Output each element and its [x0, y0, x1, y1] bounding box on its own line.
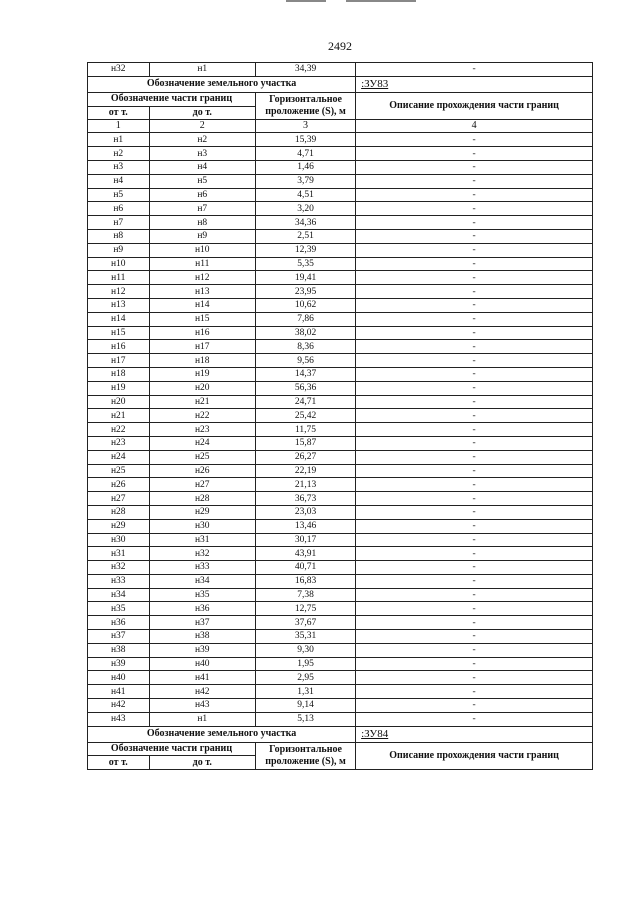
length-cell: 34,39 — [255, 63, 355, 77]
table-row — [88, 712, 593, 726]
from-header: от т. — [88, 106, 150, 120]
length-cell: 36,73 — [255, 492, 355, 506]
to-point-cell: н30 — [149, 519, 255, 533]
column-header-row — [88, 92, 593, 106]
to-point-cell: н6 — [149, 188, 255, 202]
from-point-cell: н26 — [88, 478, 150, 492]
plot-header-row — [88, 76, 593, 92]
table-row — [88, 492, 593, 506]
length-cell: 34,36 — [255, 216, 355, 230]
description-cell: - — [356, 685, 593, 699]
description-cell: - — [356, 712, 593, 726]
description-cell: - — [356, 216, 593, 230]
table-row — [88, 519, 593, 533]
from-point-cell: н7 — [88, 216, 150, 230]
length-cell: 21,13 — [255, 478, 355, 492]
table-row — [88, 685, 593, 699]
scan-mark-left — [286, 0, 326, 2]
table-row — [88, 188, 593, 202]
table-row — [88, 505, 593, 519]
to-point-cell: н22 — [149, 409, 255, 423]
from-point-cell: н40 — [88, 671, 150, 685]
from-point-cell: н4 — [88, 174, 150, 188]
description-cell: - — [356, 133, 593, 147]
table-row — [88, 354, 593, 368]
column-header-row — [88, 742, 593, 756]
table-row — [88, 298, 593, 312]
description-cell: - — [356, 657, 593, 671]
length-cell: 4,71 — [255, 147, 355, 161]
from-point-cell: н12 — [88, 285, 150, 299]
plot-label: Обозначение земельного участка — [88, 76, 356, 92]
length-cell: 22,19 — [255, 464, 355, 478]
from-point-cell: н20 — [88, 395, 150, 409]
table-row — [88, 395, 593, 409]
from-point-cell: н23 — [88, 436, 150, 450]
from-point-cell: н27 — [88, 492, 150, 506]
length-cell: 11,75 — [255, 423, 355, 437]
table-row — [88, 257, 593, 271]
length-cell: 12,75 — [255, 602, 355, 616]
to-point-cell: н13 — [149, 285, 255, 299]
column-number: 3 — [255, 120, 355, 133]
length-cell: 5,35 — [255, 257, 355, 271]
description-cell: - — [356, 285, 593, 299]
from-point-cell: н3 — [88, 160, 150, 174]
table-row — [88, 671, 593, 685]
column-number: 1 — [88, 120, 150, 133]
length-cell: 5,13 — [255, 712, 355, 726]
from-point-cell: н18 — [88, 367, 150, 381]
from-point-cell: н17 — [88, 354, 150, 368]
from-point-cell: н5 — [88, 188, 150, 202]
description-cell: - — [356, 547, 593, 561]
length-cell: 23,03 — [255, 505, 355, 519]
length-cell: 40,71 — [255, 561, 355, 575]
description-cell: - — [356, 616, 593, 630]
from-point-cell: н16 — [88, 340, 150, 354]
to-point-cell: н2 — [149, 133, 255, 147]
table-row — [88, 616, 593, 630]
length-cell: 15,87 — [255, 436, 355, 450]
to-point-cell: н23 — [149, 423, 255, 437]
length-cell: 3,79 — [255, 174, 355, 188]
description-cell: - — [356, 423, 593, 437]
length-header: Горизонтальное проложение (S), м — [255, 92, 355, 120]
length-cell: 37,67 — [255, 616, 355, 630]
description-cell: - — [356, 367, 593, 381]
table-row — [88, 133, 593, 147]
from-point-cell: н11 — [88, 271, 150, 285]
to-header: до т. — [149, 106, 255, 120]
to-point-cell: н31 — [149, 533, 255, 547]
part-label: Обозначение части границ — [88, 742, 256, 756]
length-cell: 7,38 — [255, 588, 355, 602]
length-cell: 8,36 — [255, 340, 355, 354]
from-point-cell: н33 — [88, 574, 150, 588]
to-point-cell: н25 — [149, 450, 255, 464]
from-point-cell: н37 — [88, 630, 150, 644]
scan-mark-right — [346, 0, 416, 2]
length-cell: 38,02 — [255, 326, 355, 340]
length-cell: 14,37 — [255, 367, 355, 381]
to-point-cell: н7 — [149, 202, 255, 216]
description-cell: - — [356, 436, 593, 450]
description-header: Описание прохождения части границ — [356, 92, 593, 120]
to-point-cell: н1 — [149, 712, 255, 726]
length-cell: 9,30 — [255, 643, 355, 657]
to-point-cell: н8 — [149, 216, 255, 230]
length-cell: 30,17 — [255, 533, 355, 547]
plot-code: :ЗУ84 — [356, 726, 593, 742]
table-row — [88, 630, 593, 644]
to-point-cell: н24 — [149, 436, 255, 450]
to-point-cell: н17 — [149, 340, 255, 354]
from-point-cell: н30 — [88, 533, 150, 547]
length-cell: 15,39 — [255, 133, 355, 147]
table-row — [88, 436, 593, 450]
length-cell: 25,42 — [255, 409, 355, 423]
plot-code: :ЗУ83 — [356, 76, 593, 92]
from-point-cell: н43 — [88, 712, 150, 726]
table-row — [88, 147, 593, 161]
to-point-cell: н21 — [149, 395, 255, 409]
to-point-cell: н26 — [149, 464, 255, 478]
length-cell: 16,83 — [255, 574, 355, 588]
to-point-cell: н10 — [149, 243, 255, 257]
to-point-cell: н12 — [149, 271, 255, 285]
length-cell: 23,95 — [255, 285, 355, 299]
column-number: 2 — [149, 120, 255, 133]
table-row — [88, 602, 593, 616]
description-cell: - — [356, 505, 593, 519]
description-cell: - — [356, 630, 593, 644]
to-point-cell: н33 — [149, 561, 255, 575]
table-row — [88, 574, 593, 588]
from-point-cell: н21 — [88, 409, 150, 423]
length-cell: 19,41 — [255, 271, 355, 285]
description-cell: - — [356, 643, 593, 657]
table-row — [88, 547, 593, 561]
from-point-cell: н24 — [88, 450, 150, 464]
column-number: 4 — [356, 120, 593, 133]
to-point-cell: н37 — [149, 616, 255, 630]
description-cell: - — [356, 574, 593, 588]
from-point-cell: н35 — [88, 602, 150, 616]
table-row — [88, 367, 593, 381]
length-cell: 7,86 — [255, 312, 355, 326]
length-cell: 9,14 — [255, 699, 355, 713]
description-cell: - — [356, 174, 593, 188]
from-point-cell: н29 — [88, 519, 150, 533]
table-row — [88, 229, 593, 243]
length-cell: 4,51 — [255, 188, 355, 202]
to-point-cell: н19 — [149, 367, 255, 381]
table-row — [88, 63, 593, 77]
from-point-cell: н6 — [88, 202, 150, 216]
table-row — [88, 478, 593, 492]
from-header: от т. — [88, 756, 150, 770]
description-cell: - — [356, 354, 593, 368]
length-cell: 56,36 — [255, 381, 355, 395]
from-point-cell: н36 — [88, 616, 150, 630]
to-point-cell: н28 — [149, 492, 255, 506]
from-point-cell: н2 — [88, 147, 150, 161]
plot-header-row — [88, 726, 593, 742]
page-number: 2492 — [328, 39, 352, 53]
from-point-cell: н8 — [88, 229, 150, 243]
from-point-cell: н9 — [88, 243, 150, 257]
description-cell: - — [356, 478, 593, 492]
length-cell: 1,95 — [255, 657, 355, 671]
to-point-cell: н5 — [149, 174, 255, 188]
length-header: Горизонтальное проложение (S), м — [255, 742, 355, 770]
to-point-cell: н15 — [149, 312, 255, 326]
to-point-cell: н29 — [149, 505, 255, 519]
to-point-cell: н38 — [149, 630, 255, 644]
to-point-cell: н9 — [149, 229, 255, 243]
table-row — [88, 285, 593, 299]
from-point-cell: н15 — [88, 326, 150, 340]
from-point-cell: н28 — [88, 505, 150, 519]
description-cell: - — [356, 533, 593, 547]
table-row — [88, 533, 593, 547]
description-cell: - — [356, 340, 593, 354]
description-cell: - — [356, 312, 593, 326]
from-point-cell: н13 — [88, 298, 150, 312]
description-cell: - — [356, 561, 593, 575]
table-row — [88, 409, 593, 423]
table-row — [88, 588, 593, 602]
from-point-cell: н1 — [88, 133, 150, 147]
to-point-cell: н20 — [149, 381, 255, 395]
description-cell: - — [356, 229, 593, 243]
length-cell: 35,31 — [255, 630, 355, 644]
table-row — [88, 643, 593, 657]
to-point-cell: н40 — [149, 657, 255, 671]
to-point-cell: н36 — [149, 602, 255, 616]
description-cell: - — [356, 257, 593, 271]
from-point-cell: н31 — [88, 547, 150, 561]
table-row — [88, 326, 593, 340]
plot-label: Обозначение земельного участка — [88, 726, 356, 742]
column-numbers-row — [88, 120, 593, 133]
description-header: Описание прохождения части границ — [356, 742, 593, 770]
from-point-cell: н32 — [88, 63, 150, 77]
to-point-cell: н14 — [149, 298, 255, 312]
boundary-table — [87, 62, 593, 770]
table-row — [88, 381, 593, 395]
description-cell: - — [356, 699, 593, 713]
to-point-cell: н42 — [149, 685, 255, 699]
description-cell: - — [356, 519, 593, 533]
length-cell: 26,27 — [255, 450, 355, 464]
table-row — [88, 561, 593, 575]
length-cell: 3,20 — [255, 202, 355, 216]
length-cell: 10,62 — [255, 298, 355, 312]
description-cell: - — [356, 395, 593, 409]
description-cell: - — [356, 671, 593, 685]
from-point-cell: н39 — [88, 657, 150, 671]
description-cell: - — [356, 63, 593, 77]
to-point-cell: н34 — [149, 574, 255, 588]
part-label: Обозначение части границ — [88, 92, 256, 106]
length-cell: 9,56 — [255, 354, 355, 368]
description-cell: - — [356, 147, 593, 161]
description-cell: - — [356, 381, 593, 395]
table-row — [88, 216, 593, 230]
to-point-cell: н27 — [149, 478, 255, 492]
description-cell: - — [356, 588, 593, 602]
table-row — [88, 202, 593, 216]
table-row — [88, 243, 593, 257]
length-cell: 2,51 — [255, 229, 355, 243]
description-cell: - — [356, 298, 593, 312]
table-row — [88, 699, 593, 713]
description-cell: - — [356, 202, 593, 216]
table-row — [88, 423, 593, 437]
from-point-cell: н32 — [88, 561, 150, 575]
to-point-cell: н41 — [149, 671, 255, 685]
description-cell: - — [356, 188, 593, 202]
to-point-cell: н1 — [149, 63, 255, 77]
length-cell: 13,46 — [255, 519, 355, 533]
description-cell: - — [356, 271, 593, 285]
table-row — [88, 174, 593, 188]
from-point-cell: н10 — [88, 257, 150, 271]
table-row — [88, 657, 593, 671]
length-cell: 43,91 — [255, 547, 355, 561]
description-cell: - — [356, 464, 593, 478]
table-row — [88, 160, 593, 174]
table-row — [88, 464, 593, 478]
length-cell: 1,31 — [255, 685, 355, 699]
from-point-cell: н34 — [88, 588, 150, 602]
length-cell: 1,46 — [255, 160, 355, 174]
description-cell: - — [356, 160, 593, 174]
to-point-cell: н16 — [149, 326, 255, 340]
from-point-cell: н25 — [88, 464, 150, 478]
table-row — [88, 450, 593, 464]
table-row — [88, 271, 593, 285]
from-point-cell: н41 — [88, 685, 150, 699]
table-row — [88, 312, 593, 326]
description-cell: - — [356, 450, 593, 464]
from-point-cell: н22 — [88, 423, 150, 437]
from-point-cell: н42 — [88, 699, 150, 713]
to-point-cell: н35 — [149, 588, 255, 602]
to-point-cell: н4 — [149, 160, 255, 174]
description-cell: - — [356, 243, 593, 257]
to-point-cell: н3 — [149, 147, 255, 161]
description-cell: - — [356, 326, 593, 340]
description-cell: - — [356, 602, 593, 616]
to-point-cell: н39 — [149, 643, 255, 657]
length-cell: 24,71 — [255, 395, 355, 409]
to-point-cell: н43 — [149, 699, 255, 713]
to-point-cell: н32 — [149, 547, 255, 561]
to-point-cell: н11 — [149, 257, 255, 271]
from-point-cell: н19 — [88, 381, 150, 395]
from-point-cell: н14 — [88, 312, 150, 326]
length-cell: 12,39 — [255, 243, 355, 257]
description-cell: - — [356, 492, 593, 506]
description-cell: - — [356, 409, 593, 423]
length-cell: 2,95 — [255, 671, 355, 685]
to-header: до т. — [149, 756, 255, 770]
from-point-cell: н38 — [88, 643, 150, 657]
table-row — [88, 340, 593, 354]
to-point-cell: н18 — [149, 354, 255, 368]
